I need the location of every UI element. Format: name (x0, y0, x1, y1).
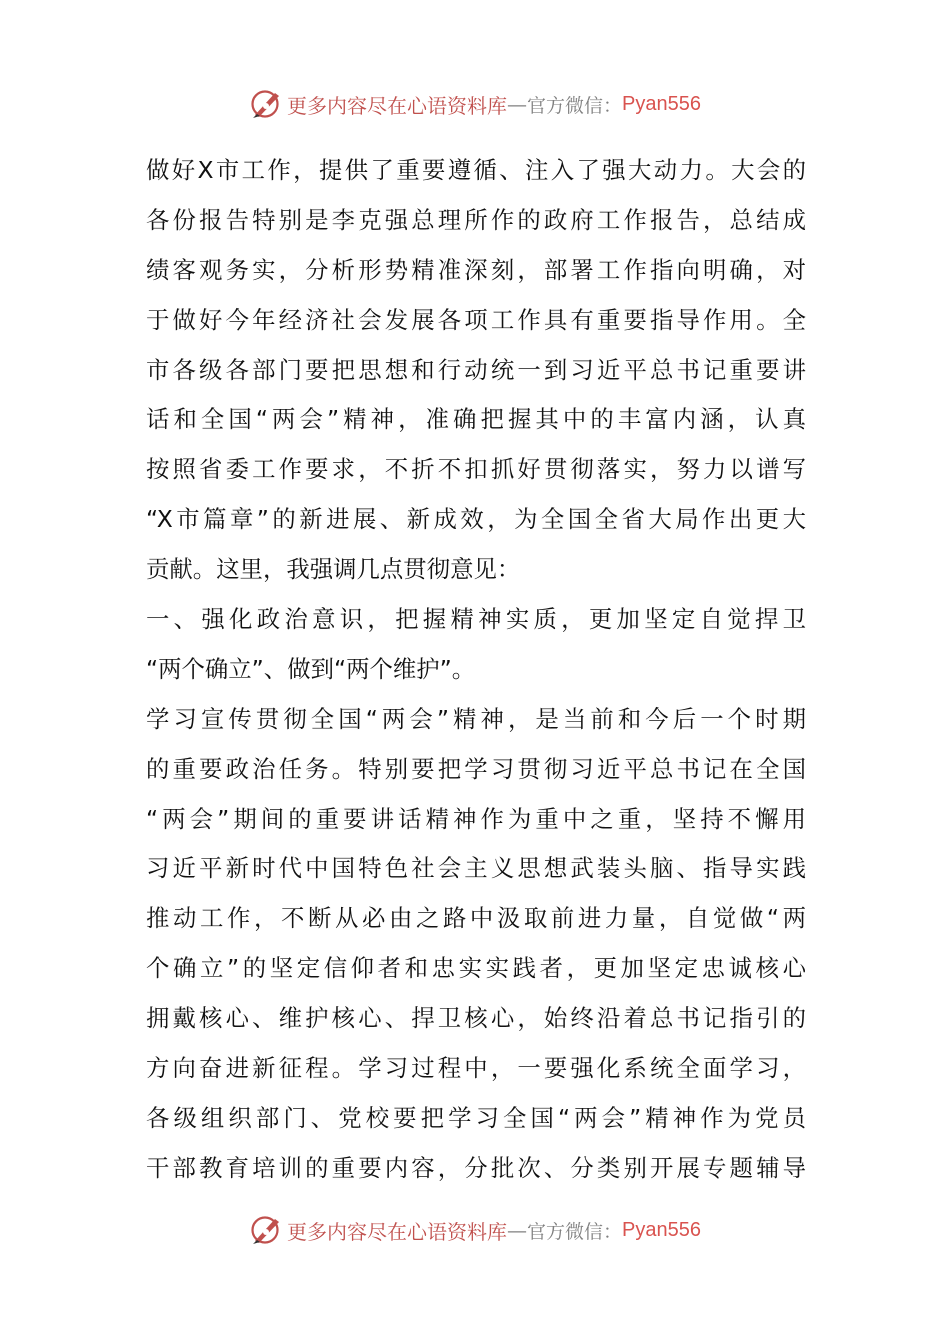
header-banner (0, 84, 950, 124)
body-line: 各份报告特别是李克强总理所作的政府工作报告，总结成 (146, 205, 806, 234)
banner-wechat-id: Pyan556 (622, 92, 701, 115)
body-line: 干部教育培训的重要内容，分批次、分类别开展专题辅导 (146, 1153, 806, 1182)
banner-brand-text: 更多内容尽在心语资料库 (287, 1219, 507, 1244)
body-line: 方向奋进新征程。学习过程中，一要强化系统全面学习， (146, 1054, 806, 1083)
body-line: 按照省委工作要求，不折不扣抓好贯彻落实，努力以谱写 (146, 455, 806, 484)
body-line: 拥戴核心、维护核心、捍卫核心，始终沿着总书记指引的 (146, 1004, 806, 1033)
banner-brand-text: 更多内容尽在心语资料库 (287, 93, 507, 118)
body-line: 习近平新时代中国特色社会主义思想武装头脑、指导实践 (146, 854, 806, 883)
body-line: 于做好今年经济社会发展各项工作具有重要指导作用。全 (146, 305, 806, 334)
body-line: 市各级各部门要把思想和行动统一到习近平总书记重要讲 (146, 355, 806, 384)
document-body (146, 146, 806, 1194)
pen-logo-icon (249, 1213, 283, 1247)
banner-dash: — (507, 92, 527, 116)
body-line: 贡献。这里，我强调几点贯彻意见： (146, 555, 521, 584)
body-line: 话和全国“两会”精神，准确把握其中的丰富内涵，认真 (146, 405, 806, 434)
body-line: 学习宣传贯彻全国“两会”精神，是当前和今后一个时期 (146, 704, 806, 733)
body-line: 绩客观务实，分析形势精准深刻，部署工作指向明确，对 (146, 255, 806, 284)
section-heading-line: “两个确立”、做到“两个维护”。 (146, 654, 476, 683)
body-line: 做好X市工作，提供了重要遵循、注入了强大动力。大会的 (146, 156, 806, 184)
banner-official-label: 官方微信： (527, 1220, 623, 1243)
body-line: 的重要政治任务。特别要把学习贯彻习近平总书记在全国 (146, 754, 806, 783)
banner-wechat-id: Pyan556 (622, 1218, 701, 1241)
footer-banner (0, 1210, 950, 1250)
body-line: “两会”期间的重要讲话精神作为重中之重，坚持不懈用 (146, 804, 806, 833)
body-line: 各级组织部门、党校要把学习全国“两会”精神作为党员 (146, 1103, 806, 1132)
body-line: 个确立”的坚定信仰者和忠实实践者，更加坚定忠诚核心 (146, 954, 806, 983)
banner-dash: — (507, 1218, 527, 1242)
pen-logo-icon (249, 87, 283, 121)
banner-official-label: 官方微信： (527, 94, 623, 117)
body-line: 推动工作，不断从必由之路中汲取前进力量，自觉做“两 (146, 904, 806, 933)
body-line: “X市篇章”的新进展、新成效，为全国全省大局作出更大 (146, 505, 806, 534)
section-heading-line: 一、强化政治意识，把握精神实质，更加坚定自觉捍卫 (146, 605, 806, 634)
